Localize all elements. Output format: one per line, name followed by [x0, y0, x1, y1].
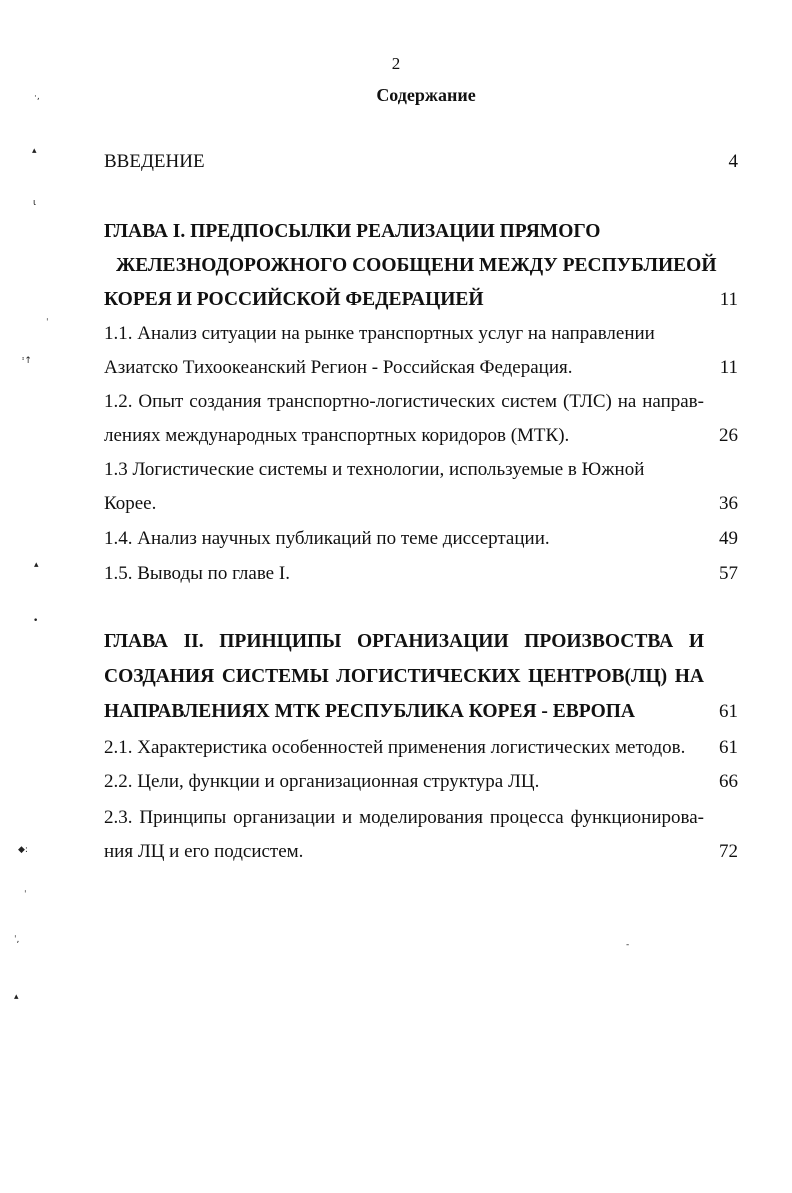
scan-speck: ▴	[14, 992, 19, 1002]
scan-speck: ɩ	[33, 198, 37, 208]
scan-speck: ᶦ↑	[22, 356, 32, 366]
page-title: Содержание	[376, 85, 476, 105]
toc-entry-text: ВВЕДЕНИЕ	[104, 151, 205, 172]
scan-speck: •	[33, 616, 39, 626]
scan-speck: ˌ	[46, 312, 49, 322]
scan-speck: ·,	[34, 92, 40, 102]
page-number: 2	[391, 54, 401, 73]
toc-entry-text: 2.2. Цели, функции и организационная структура ЛЦ.	[104, 771, 540, 792]
toc-entry-line: Азиатско Тихоокеанский Регион - Российская Федерация.	[104, 357, 573, 378]
toc-page-number: 61	[719, 737, 738, 758]
toc-entry-text: 2.1. Характеристика особенностей применения логистических методов.	[104, 737, 686, 758]
toc-entry-line: 1.2. Опыт создания транспортно-логистических систем (ТЛС) на направ-	[104, 391, 704, 412]
toc-entry-line: Корее.	[104, 493, 157, 514]
scan-speck: ▴	[32, 146, 37, 156]
toc-entry-line: 1.3 Логистические системы и технологии, используемые в Южной	[104, 459, 645, 480]
toc-page-number: 66	[719, 771, 738, 792]
toc-entry-line: СОЗДАНИЯ СИСТЕМЫ ЛОГИСТИЧЕСКИХ ЦЕНТРОВ(ЛЦ) НА	[104, 666, 704, 687]
toc-page-number: 61	[719, 701, 738, 722]
toc-entry-line: 2.3. Принципы организации и моделирования процесса функционирова-	[104, 807, 704, 828]
toc-page-number: 36	[719, 493, 738, 514]
toc-entry-line: ГЛАВА I. ПРЕДПОСЫЛКИ РЕАЛИЗАЦИИ ПРЯМОГО	[104, 221, 601, 242]
scan-speck: ▴	[34, 560, 39, 570]
toc-entry-line: НАПРАВЛЕНИЯХ МТК РЕСПУБЛИКА КОРЕЯ - ЕВРОПА	[104, 701, 636, 722]
toc-page-number: 4	[728, 151, 738, 172]
scan-speck: ◆:	[18, 845, 28, 855]
toc-page-number: 57	[719, 563, 738, 584]
toc-entry-line: КОРЕЯ И РОССИЙСКОЙ ФЕДЕРАЦИЕЙ	[104, 289, 484, 310]
toc-page-number: 11	[719, 357, 738, 378]
toc-entry-line: ЖЕЛЕЗНОДОРОЖНОГО СООБЩЕНИ МЕЖДУ РЕСПУБЛИЕОЙ	[116, 255, 717, 276]
scan-speck: -	[626, 940, 630, 950]
scan-speck: ˈ,	[14, 935, 20, 945]
toc-entry-line: лениях международных транспортных коридоров (МТК).	[104, 425, 570, 446]
scan-speck: ˌ	[24, 884, 27, 894]
toc-entry-line: ния ЛЦ и его подсистем.	[104, 841, 304, 862]
toc-page-number: 72	[719, 841, 738, 862]
toc-entry-text: 1.5. Выводы по главе I.	[104, 563, 290, 584]
toc-page-number: 11	[719, 289, 738, 310]
toc-entry-text: 1.4. Анализ научных публикаций по теме диссертации.	[104, 528, 550, 549]
toc-page-number: 49	[719, 528, 738, 549]
toc-page-number: 26	[719, 425, 738, 446]
toc-entry-line: 1.1. Анализ ситуации на рынке транспортных услуг на направлении	[104, 323, 655, 344]
toc-entry-line: ГЛАВА II. ПРИНЦИПЫ ОРГАНИЗАЦИИ ПРОИЗВОСТВА И	[104, 631, 704, 652]
